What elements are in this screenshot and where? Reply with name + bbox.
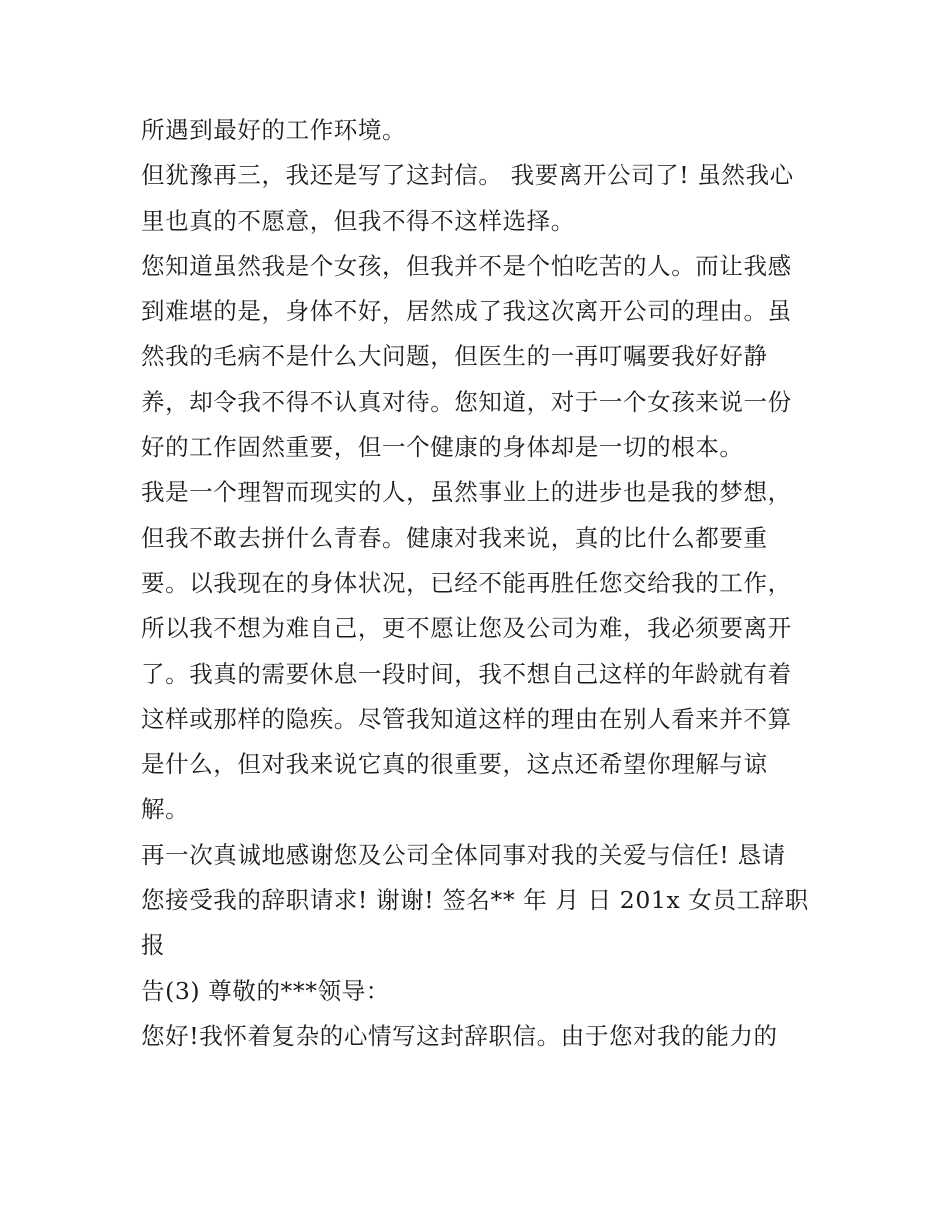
text-line: 但我不敢去拼什么青春。健康对我来说，真的比什么都要重	[141, 523, 768, 552]
text-line: 但犹豫再三，我还是写了这封信。 我要离开公司了! 虽然我心	[141, 161, 794, 190]
text-line: 然我的毛病不是什么大问题，但医生的一再叮嘱要我好好静	[141, 342, 768, 371]
text-line: 解。	[141, 795, 190, 824]
text-line: 您知道虽然我是个女孩，但我并不是个怕吃苦的人。而让我感	[141, 251, 792, 280]
text-line: 好的工作固然重要，但一个健康的身体却是一切的根本。	[141, 433, 744, 462]
text-line: 所遇到最好的工作环境。	[141, 116, 407, 144]
text-line: 养，却令我不得不认真对待。您知道，对于一个女孩来说一份	[141, 387, 792, 416]
text-line: 告(3) 尊敬的***领导：	[141, 976, 390, 1005]
text-line: 要。以我现在的身体状况，已经不能再胜任您交给我的工作，	[141, 568, 792, 597]
text-line: 是什么，但对我来说它真的很重要，这点还希望你理解与谅	[141, 750, 768, 779]
letter-body	[141, 108, 821, 1059]
text-line: 到难堪的是，身体不好，居然成了我这次离开公司的理由。虽	[141, 297, 792, 326]
text-line: 您接受我的辞职请求! 谢谢! 签名** 年 月 日 201x 女员工辞职报	[141, 886, 809, 960]
text-line: 再一次真诚地感谢您及公司全体同事对我的关爱与信任! 恳请	[141, 840, 786, 869]
text-line: 所以我不想为难自己，更不愿让您及公司为难，我必须要离开	[141, 614, 792, 643]
text-line: 了。我真的需要休息一段时间，我不想自己这样的年龄就有着	[141, 659, 792, 688]
text-line: 里也真的不愿意，但我不得不这样选择。	[141, 206, 575, 235]
text-line: 我是一个理智而现实的人，虽然事业上的进步也是我的梦想，	[141, 478, 792, 507]
text-line: 这样或那样的隐疾。尽管我知道这样的理由在别人看来并不算	[141, 704, 792, 733]
text-line: 您好!我怀着复杂的心情写这封辞职信。由于您对我的能力的	[141, 1021, 778, 1050]
